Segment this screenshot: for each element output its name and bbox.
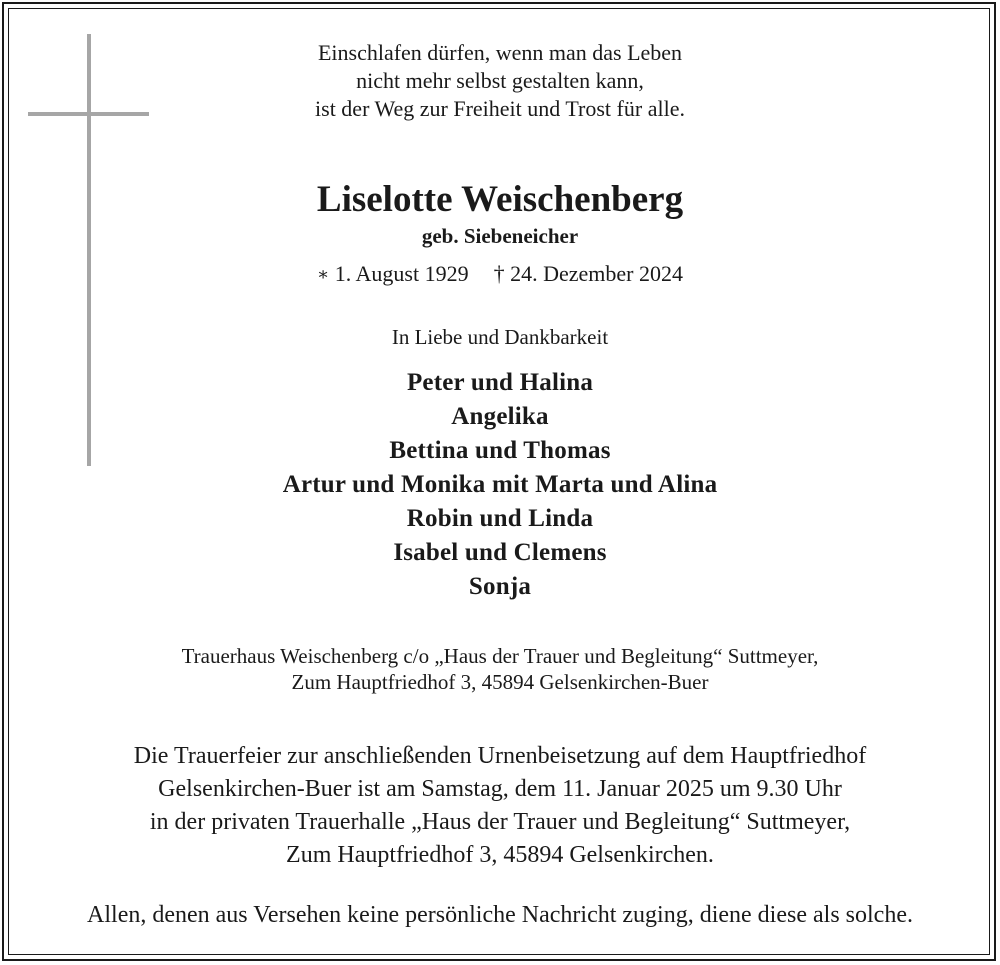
death-date: 24. Dezember 2024 (510, 261, 683, 286)
mourner-line: Angelika (451, 403, 549, 430)
birth-date: 1. August 1929 (334, 261, 469, 286)
birth-star-icon: ∗ (317, 264, 330, 284)
mourner-line: Isabel und Clemens (393, 539, 607, 566)
mourner-line: Bettina und Thomas (389, 437, 611, 464)
mourner-line: Peter und Halina (406, 369, 594, 396)
motto-line-1: Einschlafen dürfen, wenn man das Leben (317, 40, 683, 65)
maiden-name: geb. Siebeneicher (421, 224, 579, 248)
motto-line-3: ist der Weg zur Freiheit und Trost für alle. (315, 96, 685, 121)
mourner-line: Artur und Monika mit Marta und Alina (282, 471, 718, 498)
motto-line-2: nicht mehr selbst gestalten kann, (356, 68, 644, 93)
service-info-line-4: Zum Hauptfriedhof 3, 45894 Gelsenkirchen. (286, 842, 714, 868)
service-info-line-1: Die Trauerfeier zur anschließenden Urnenbeisetzung auf dem Hauptfriedhof (133, 743, 867, 769)
dedication: In Liebe und Dankbarkeit (391, 325, 609, 349)
mourning-address-line-2: Zum Hauptfriedhof 3, 45894 Gelsenkirchen-Buer (291, 670, 709, 694)
deceased-name: Liselotte Weischenberg (316, 179, 684, 220)
mourning-address-line-1: Trauerhaus Weischenberg c/o „Haus der Trauer und Begleitung“ Suttmeyer, (181, 644, 819, 668)
mourner-line: Sonja (468, 573, 532, 600)
life-dates (0, 261, 1000, 287)
closing-note: Allen, denen aus Versehen keine persönliche Nachricht zuging, diene diese als solche. (87, 902, 913, 928)
service-info-line-3: in der privaten Trauerhalle „Haus der Trauer und Begleitung“ Suttmeyer, (149, 809, 851, 835)
mourner-line: Robin und Linda (406, 505, 594, 532)
service-info-line-2: Gelsenkirchen-Buer ist am Samstag, dem 11. Januar 2025 um 9.30 Uhr (158, 776, 842, 802)
death-cross-icon: † (493, 261, 505, 286)
